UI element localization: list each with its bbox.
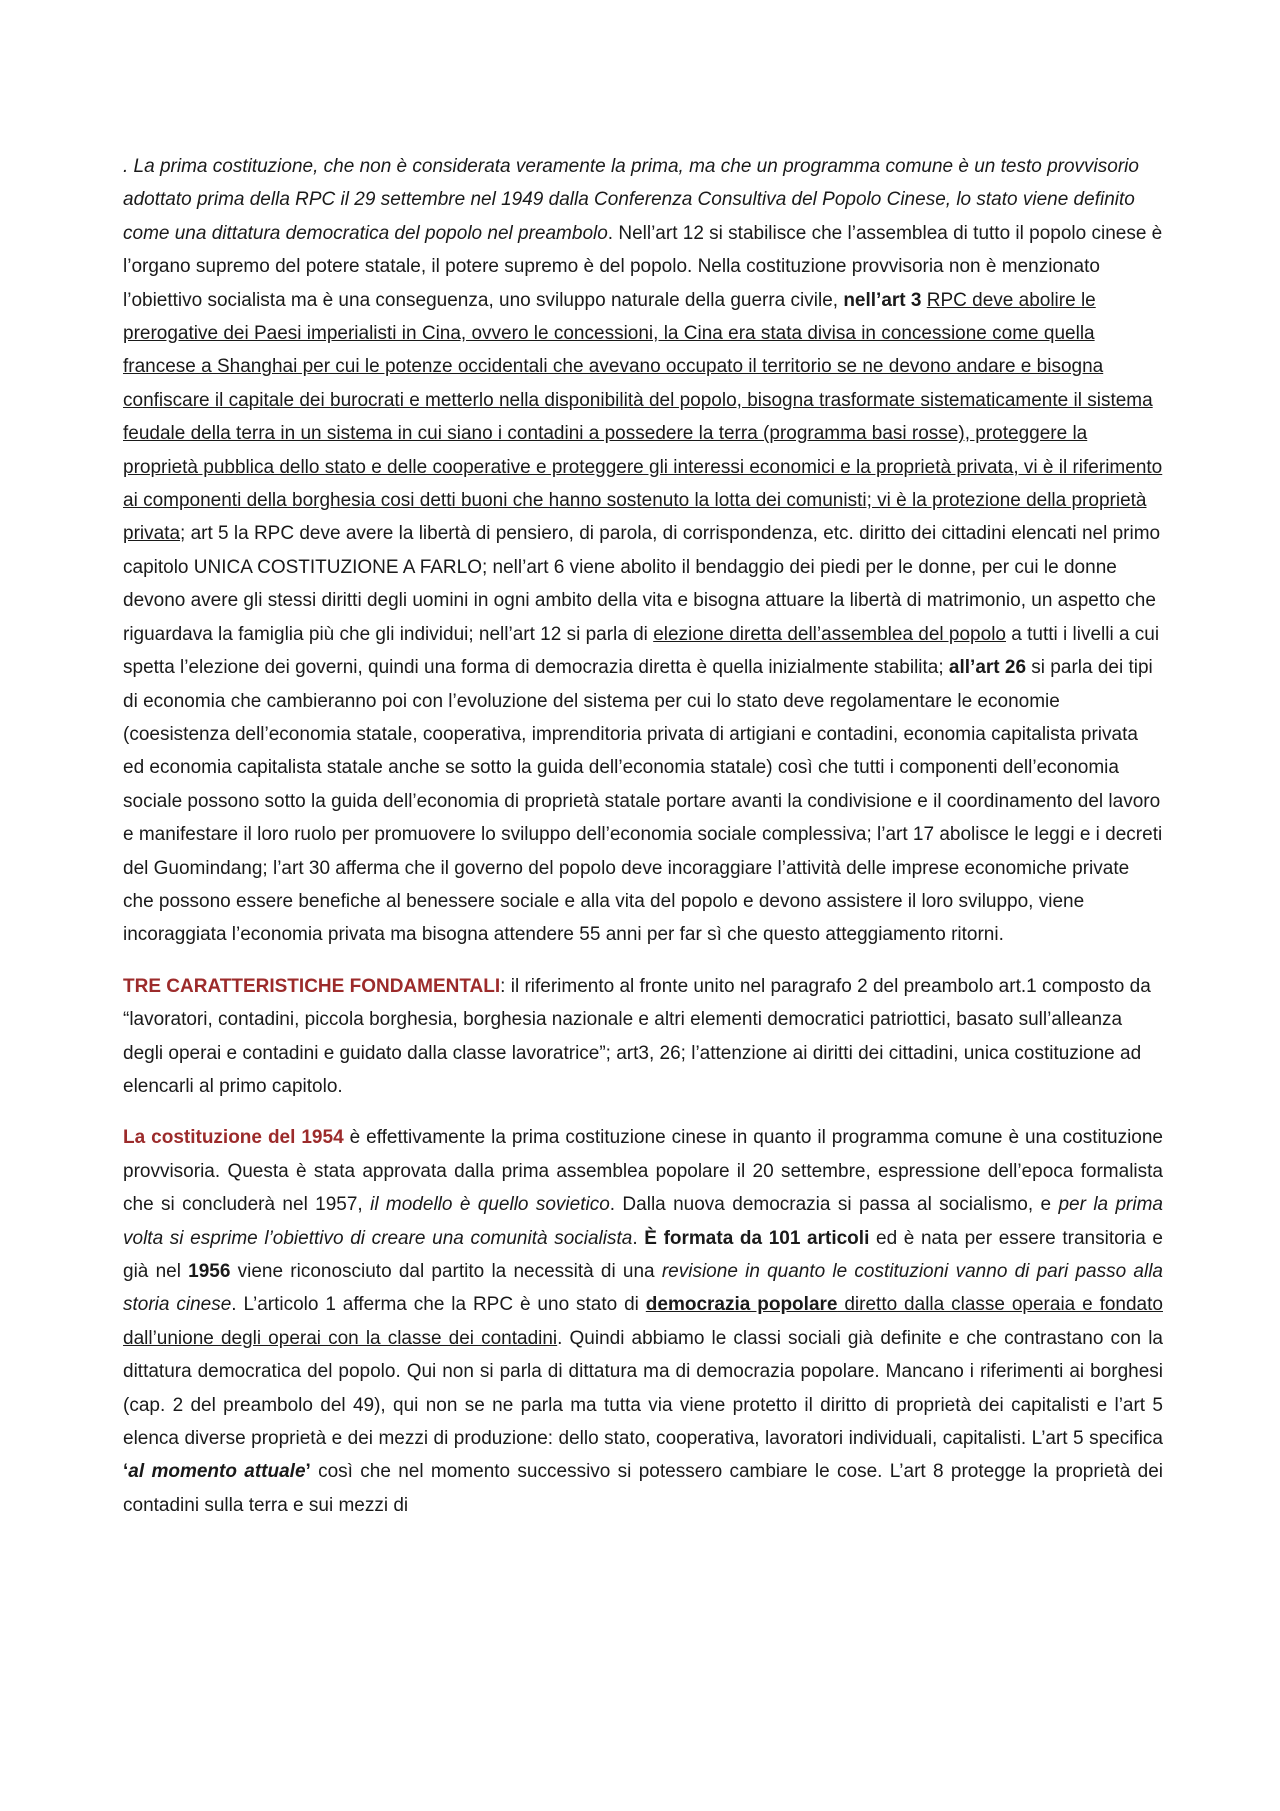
paragraph-programma-comune: . La prima costituzione, che non è considerata veramente la prima, ma che un programma comune è un testo provvisorio adottato prima della RPC il 29 settembre nel 1949 dalla Conferenza Consultiva del Popolo Cinese, lo stato viene definito come una dittatura democratica del popolo nel preambolo. Nell’art 12 si stabilisce che l’assemblea di tutto il popolo cinese è l’organo supremo del potere statale, il potere supremo è del popolo. Nella costituzione provvisoria non è menzionato l’obiettivo socialista ma è una conseguenza, uno sviluppo naturale della guerra civile, nell’art 3 RPC deve abolire le prerogative dei Paesi imperialisti in Cina, ovvero le concessioni, la Cina era stata divisa in concessione come quella francese a Shanghai per cui le potenze occidentali che avevano occupato il territorio se ne devono andare e bisogna confiscare il capitale dei burocrati e metterlo nella disponibilità del popolo, bisogna trasformate sistematicamente il sistema feudale della terra in un sistema in cui siano i contadini a possedere la terra (programma basi rosse), proteggere la proprietà pubblica dello stato e delle cooperative e proteggere gli interessi economici e la proprietà privata, vi è il riferimento ai componenti della borghesia cosi detti buoni che hanno sostenuto la lotta dei comunisti; vi è la protezione della proprietà privata; art 5 la RPC deve avere la libertà di pensiero, di parola, di corrispondenza, etc. diritto dei cittadini elencati nel primo capitolo UNICA COSTITUZIONE A FARLO; nell’art 6 viene abolito il bendaggio dei piedi per le donne, per cui le donne devono avere gli stessi diritti degli uomini in ogni ambito della vita e bisogna attuare la libertà di matrimonio, un aspetto che riguardava la famiglia più che gli individui; nell’art 12 si parla di elezione diretta dell’assemblea del popolo a tutti i livelli a cui spetta l’elezione dei governi, quindi una forma di democrazia diretta è quella inizialmente stabilita; all’art 26 si parla dei tipi di economia che cambieranno poi con l’evoluzione del sistema per cui lo stato deve regolamentare le economie (coesistenza dell’economia statale, cooperativa, imprenditoria privata di artigiani e contadini, economia capitalista privata ed economia capitalista statale anche se sotto la guida dell’economia statale) così che tutti i componenti dell’economia sociale possono sotto la guida dell’economia di proprietà statale portare avanti la condivisione e il coordinamento del lavoro e manifestare il loro ruolo per promuovere lo sviluppo dell’economia sociale complessiva; l’art 17 abolisce le leggi e i decreti del Guomindang; l’art 30 afferma che il governo del popolo deve incoraggiare l’attività delle imprese economiche private che possono essere benefiche al benessere sociale e alla vita del popolo e devono assistere il loro sviluppo, viene incoraggiata l’economia privata ma bisogna attendere 55 anni per far sì che questo atteggiamento ritorni. [123, 156, 1163, 946]
intro-italic-text: . La prima costituzione, che non è considerata veramente la prima, ma che un programma comune è un testo provvisorio adottato prima della RPC il 29 settembre nel 1949 dalla Conferenza Consultiva del Popolo Cinese, lo stato viene definito come una dittatura democratica del popolo nel preambolo [123, 156, 1139, 244]
italic-comunita-socialista: per la prima volta si esprime l’obiettivo di creare una comunità socialista [123, 1194, 1163, 1249]
underlined-art-3-text: RPC deve abolire le prerogative dei Paesi imperialisti in Cina, ovvero le concessioni, la Cina era stata divisa in concessione come quella francese a Shanghai per cui le potenze occidentali che avevano occupato il territorio se ne devono andare e bisogna confiscare il capitale dei burocrati e metterlo nella disponibilità del popolo, bisogna trasformate sistematicamente il sistema feudale della terra in un sistema in cui siano i contadini a possedere la terra (programma basi rosse), proteggere la proprietà pubblica dello stato e delle cooperative e proteggere gli interessi economici e la proprietà privata, vi è il riferimento ai componenti della borghesia cosi detti buoni che hanno sostenuto la lotta dei comunisti; vi è la protezione della proprietà privata [123, 289, 1163, 545]
underlined-elezione-diretta: elezione diretta dell’assemblea del popolo [653, 623, 1006, 645]
bold-art-26: all’art 26 [948, 657, 1027, 679]
paragraph-tre-caratteristiche: TRE CARATTERISTICHE FONDAMENTALI: il riferimento al fronte unito nel paragrafo 2 del preambolo art.1 composto da “lavoratori, contadini, piccola borghesia, borghesia nazionale e altri elementi democratici patriottici, basato sull’alleanza degli operai e contadini e guidato dalla classe lavoratrice”; art3, 26; l’attenzione ai diritti dei cittadini, unica costituzione ad elencarli al primo capitolo. [123, 975, 1151, 1097]
bold-101-articoli: È formata da 101 articoli [644, 1227, 870, 1249]
document-page [123, 150, 1163, 1522]
bold-italic-momento-attuale: al momento attuale [128, 1461, 306, 1483]
italic-modello-sovietico: il modello è quello sovietico [370, 1194, 610, 1216]
italic-revisione: revisione in quanto le costituzioni vanno di pari passo alla storia cinese [123, 1261, 1163, 1316]
bold-1956: 1956 [188, 1261, 231, 1282]
heading-costituzione-1954: La costituzione del 1954 [123, 1127, 344, 1149]
paragraph-costituzione-1954: La costituzione del 1954 è effettivamente la prima costituzione cinese in quanto il programma comune è una costituzione provvisoria. Questa è stata approvata dalla prima assemblea popolare il 20 settembre, espressione dell’epoca formalista che si concluderà nel 1957, il modello è quello sovietico. Dalla nuova democrazia si passa al socialismo, e per la prima volta si esprime l’obiettivo di creare una comunità socialista. È formata da 101 articoli ed è nata per essere transitoria e già nel 1956 viene riconosciuto dal partito la necessità di una revisione in quanto le costituzioni vanno di pari passo alla storia cinese. L’articolo 1 afferma che la RPC è uno stato di democrazia popolare diretto dalla classe operaia e fondato dall’unione degli operai con la classe dei contadini. Quindi abbiamo le classi sociali già definite e che contrastano con la dittatura democratica del popolo. Qui non si parla di dittatura ma di democrazia popolare. Mancano i riferimenti ai borghesi (cap. 2 del preambolo del 49), qui non se ne parla ma tutta via viene protetto il diritto di proprietà dei capitalisti e l’art 5 elenca diverse proprietà e dei mezzi di produzione: dello stato, cooperativa, lavoratori individuali, capitalisti. L’art 5 specifica ‘al momento attuale’ così che nel momento successivo si potessero cambiare le cose. L’art 8 protegge la proprietà dei contadini sulla terra e sui mezzi di [123, 1127, 1163, 1516]
bold-art-3: nell’art 3 [843, 289, 922, 311]
heading-tre-caratteristiche: TRE CARATTERISTICHE FONDAMENTALI [123, 975, 501, 997]
underlined-classe-operaia: diretto dalla classe operaia e fondato dall’unione degli operai con la classe dei contadini [123, 1294, 1163, 1349]
bold-underlined-democrazia-popolare: democrazia popolare [645, 1294, 838, 1316]
